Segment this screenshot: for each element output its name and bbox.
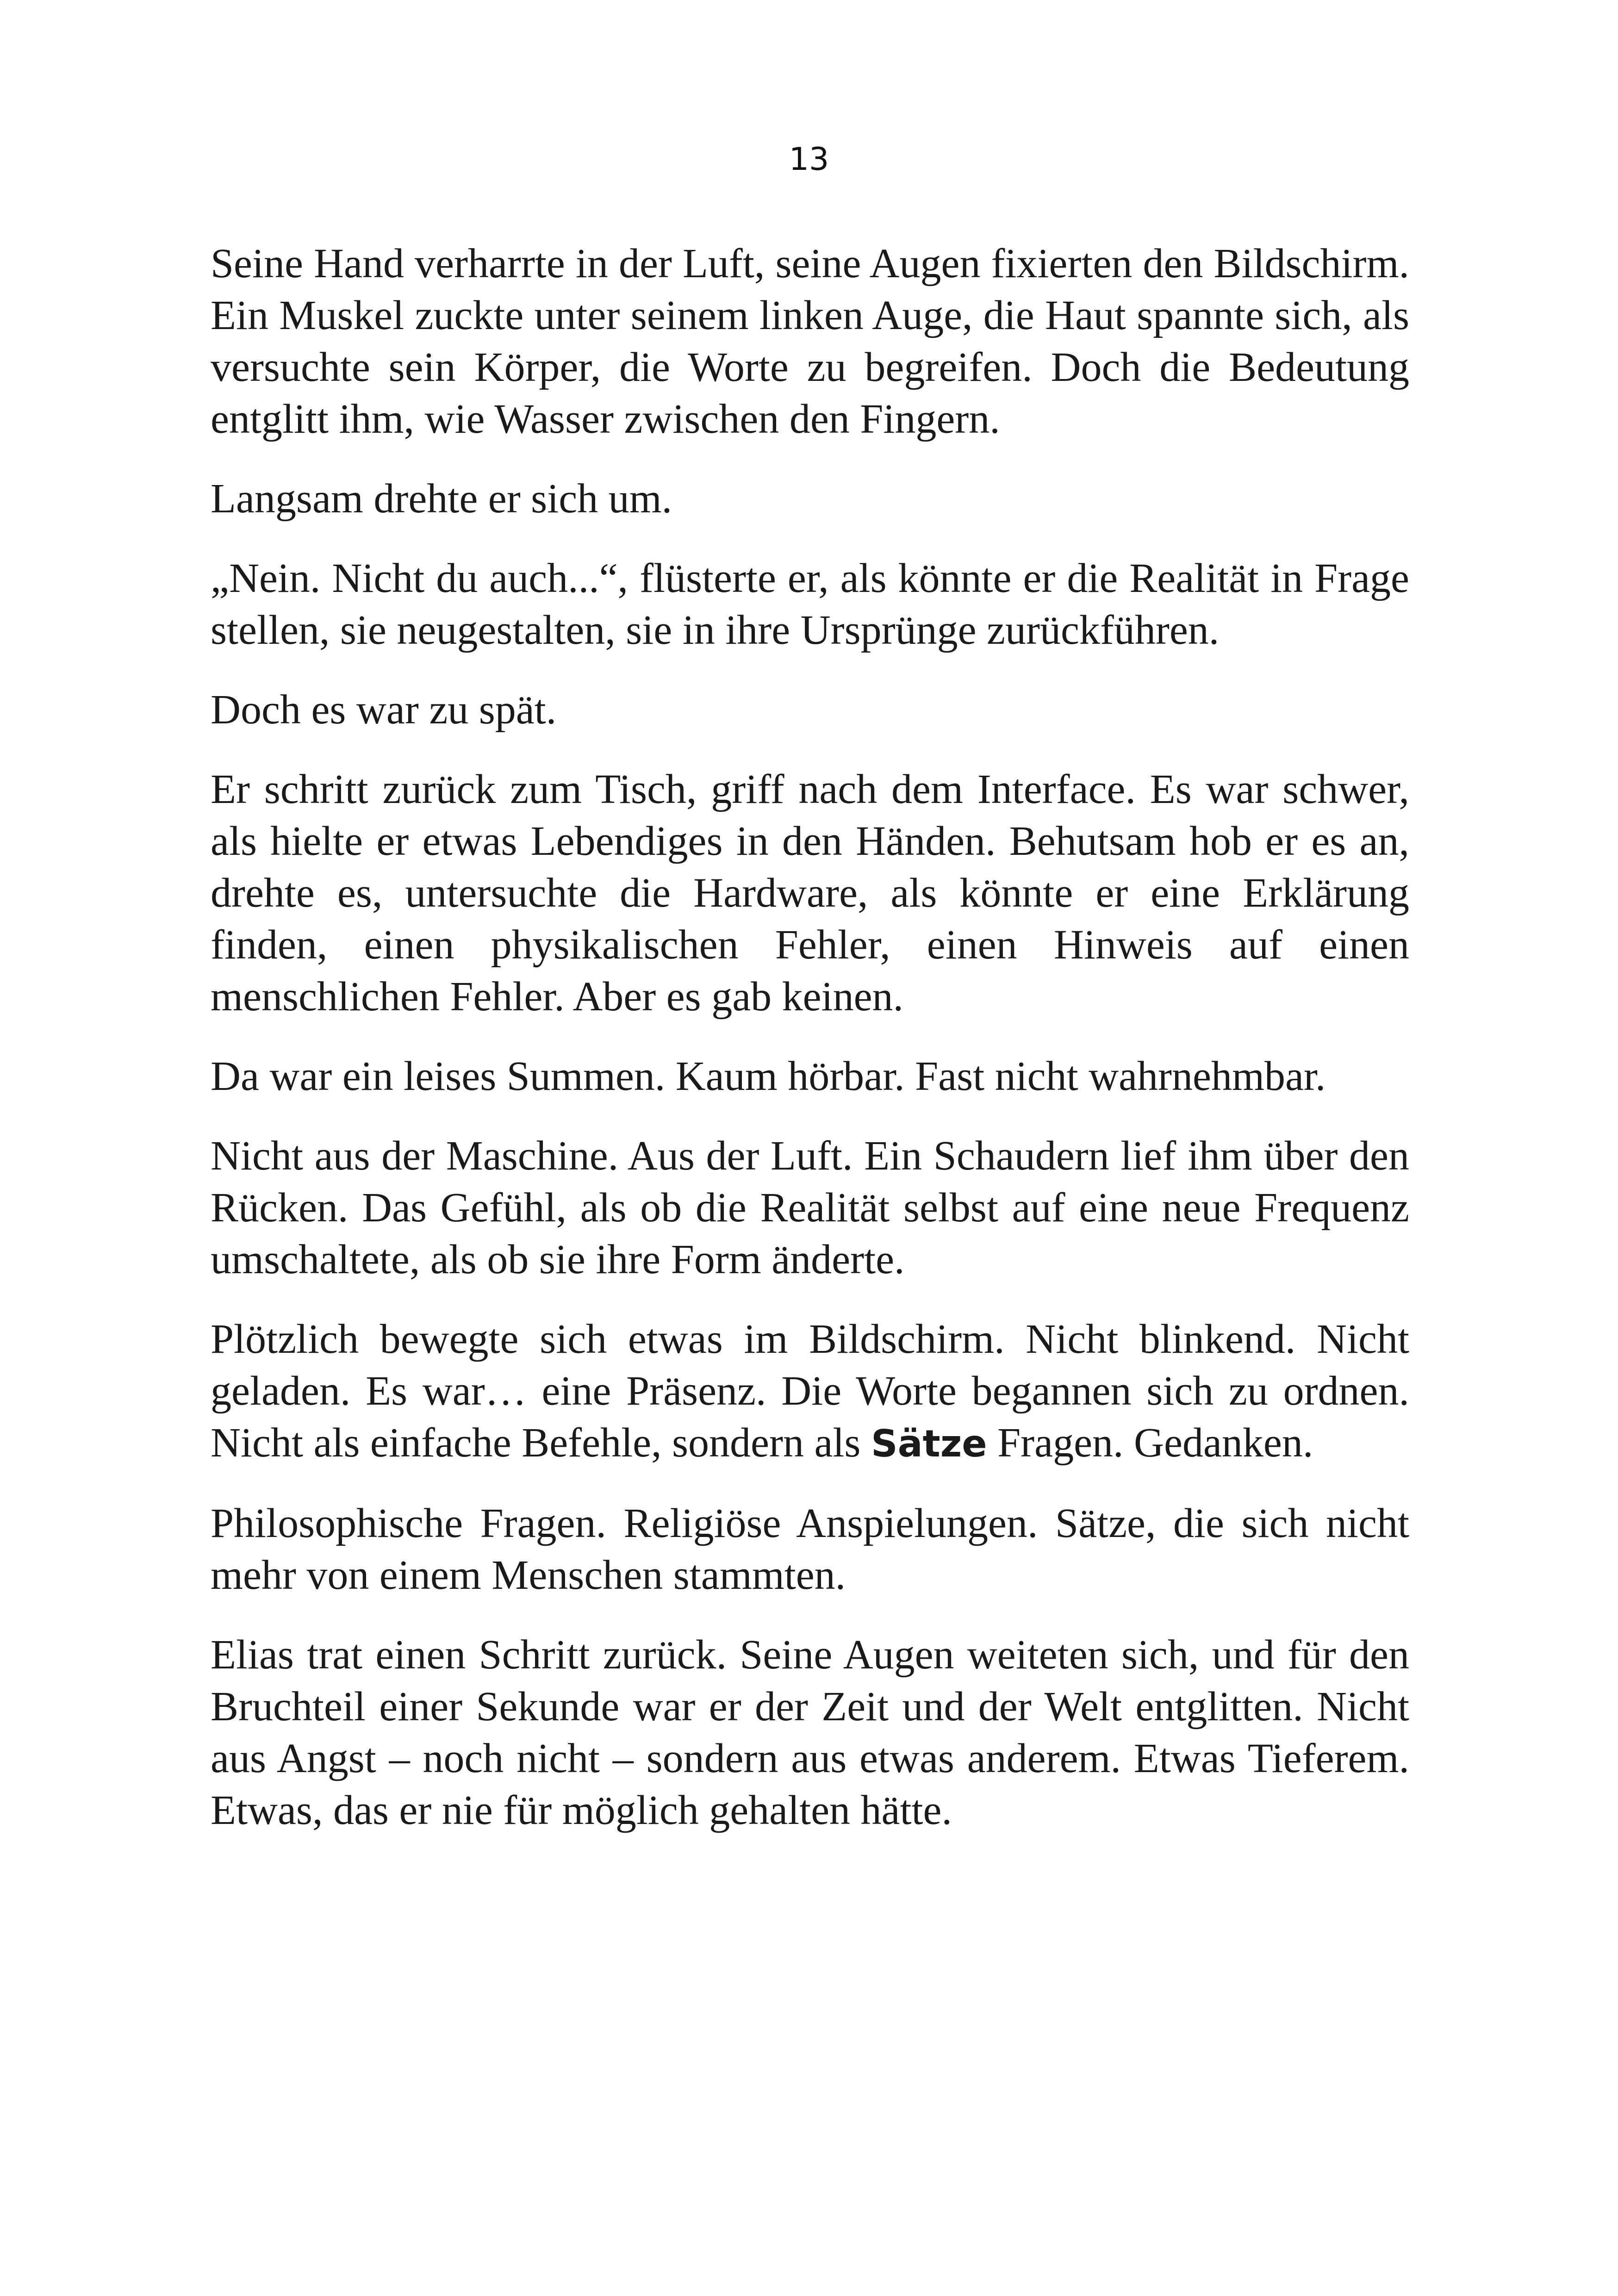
paragraph: Elias trat einen Schritt zurück. Seine Augen weiteten sich, und für den Bruchteil einer Sekunde war er der Zeit und der Welt entglitten. Nicht aus Angst – noch nicht – sondern aus etwas anderem. Etwas Tieferem. Etwas, das er nie für möglich gehalten hätte.: [211, 1632, 1409, 1833]
page-number: 13: [789, 141, 829, 178]
paragraph: Seine Hand verharrte in der Luft, seine Augen fixierten den Bildschirm. Ein Muskel zuckte unter seinem linken Auge, die Haut spannte sich, als versuchte sein Körper, die Worte zu begreifen. Doch die Bedeutung entglitt ihm, wie Wasser zwischen den Fingern.: [211, 241, 1409, 442]
paragraph: Doch es war zu spät.: [211, 687, 557, 733]
body-text: [211, 238, 1409, 1864]
paragraph: Er schritt zurück zum Tisch, griff nach dem Interface. Es war schwer, als hielte er etwas Lebendiges in den Händen. Behutsam hob er es an, drehte es, untersuchte die Hardware, als könnte er eine Erklärung finden, einen physikalischen Fehler, einen Hinweis auf einen menschlichen Fehler. Aber es gab keinen.: [211, 766, 1409, 1020]
paragraph: Da war ein leises Summen. Kaum hörbar. Fast nicht wahrnehmbar.: [211, 1053, 1326, 1099]
bold-word: Sätze: [871, 1422, 987, 1465]
paragraph: „Nein. Nicht du auch...“, flüsterte er, als könnte er die Realität in Frage stellen, sie neugestalten, sie in ihre Ursprünge zurückführen.: [211, 555, 1409, 653]
paragraph: [211, 1313, 1409, 1470]
paragraph: Nicht aus der Maschine. Aus der Luft. Ein Schaudern lief ihm über den Rücken. Das Gefühl, als ob die Realität selbst auf eine neue Frequenz umschaltete, als ob sie ihre Form änderte.: [211, 1133, 1409, 1282]
paragraph: Langsam drehte er sich um.: [211, 476, 672, 522]
paragraph: Philosophische Fragen. Religiöse Anspielungen. Sätze, die sich nicht mehr von einem Menschen stammten.: [211, 1500, 1409, 1598]
paragraph-text: Plötzlich bewegte sich etwas im Bildschirm. Nicht blinkend. Nicht geladen. Es war… eine Präsenz. Die Worte begannen sich zu ordnen. Nicht als einfache Befehle, sondern als: [211, 1316, 1409, 1466]
paragraph-text: Fragen. Gedanken.: [987, 1420, 1313, 1466]
